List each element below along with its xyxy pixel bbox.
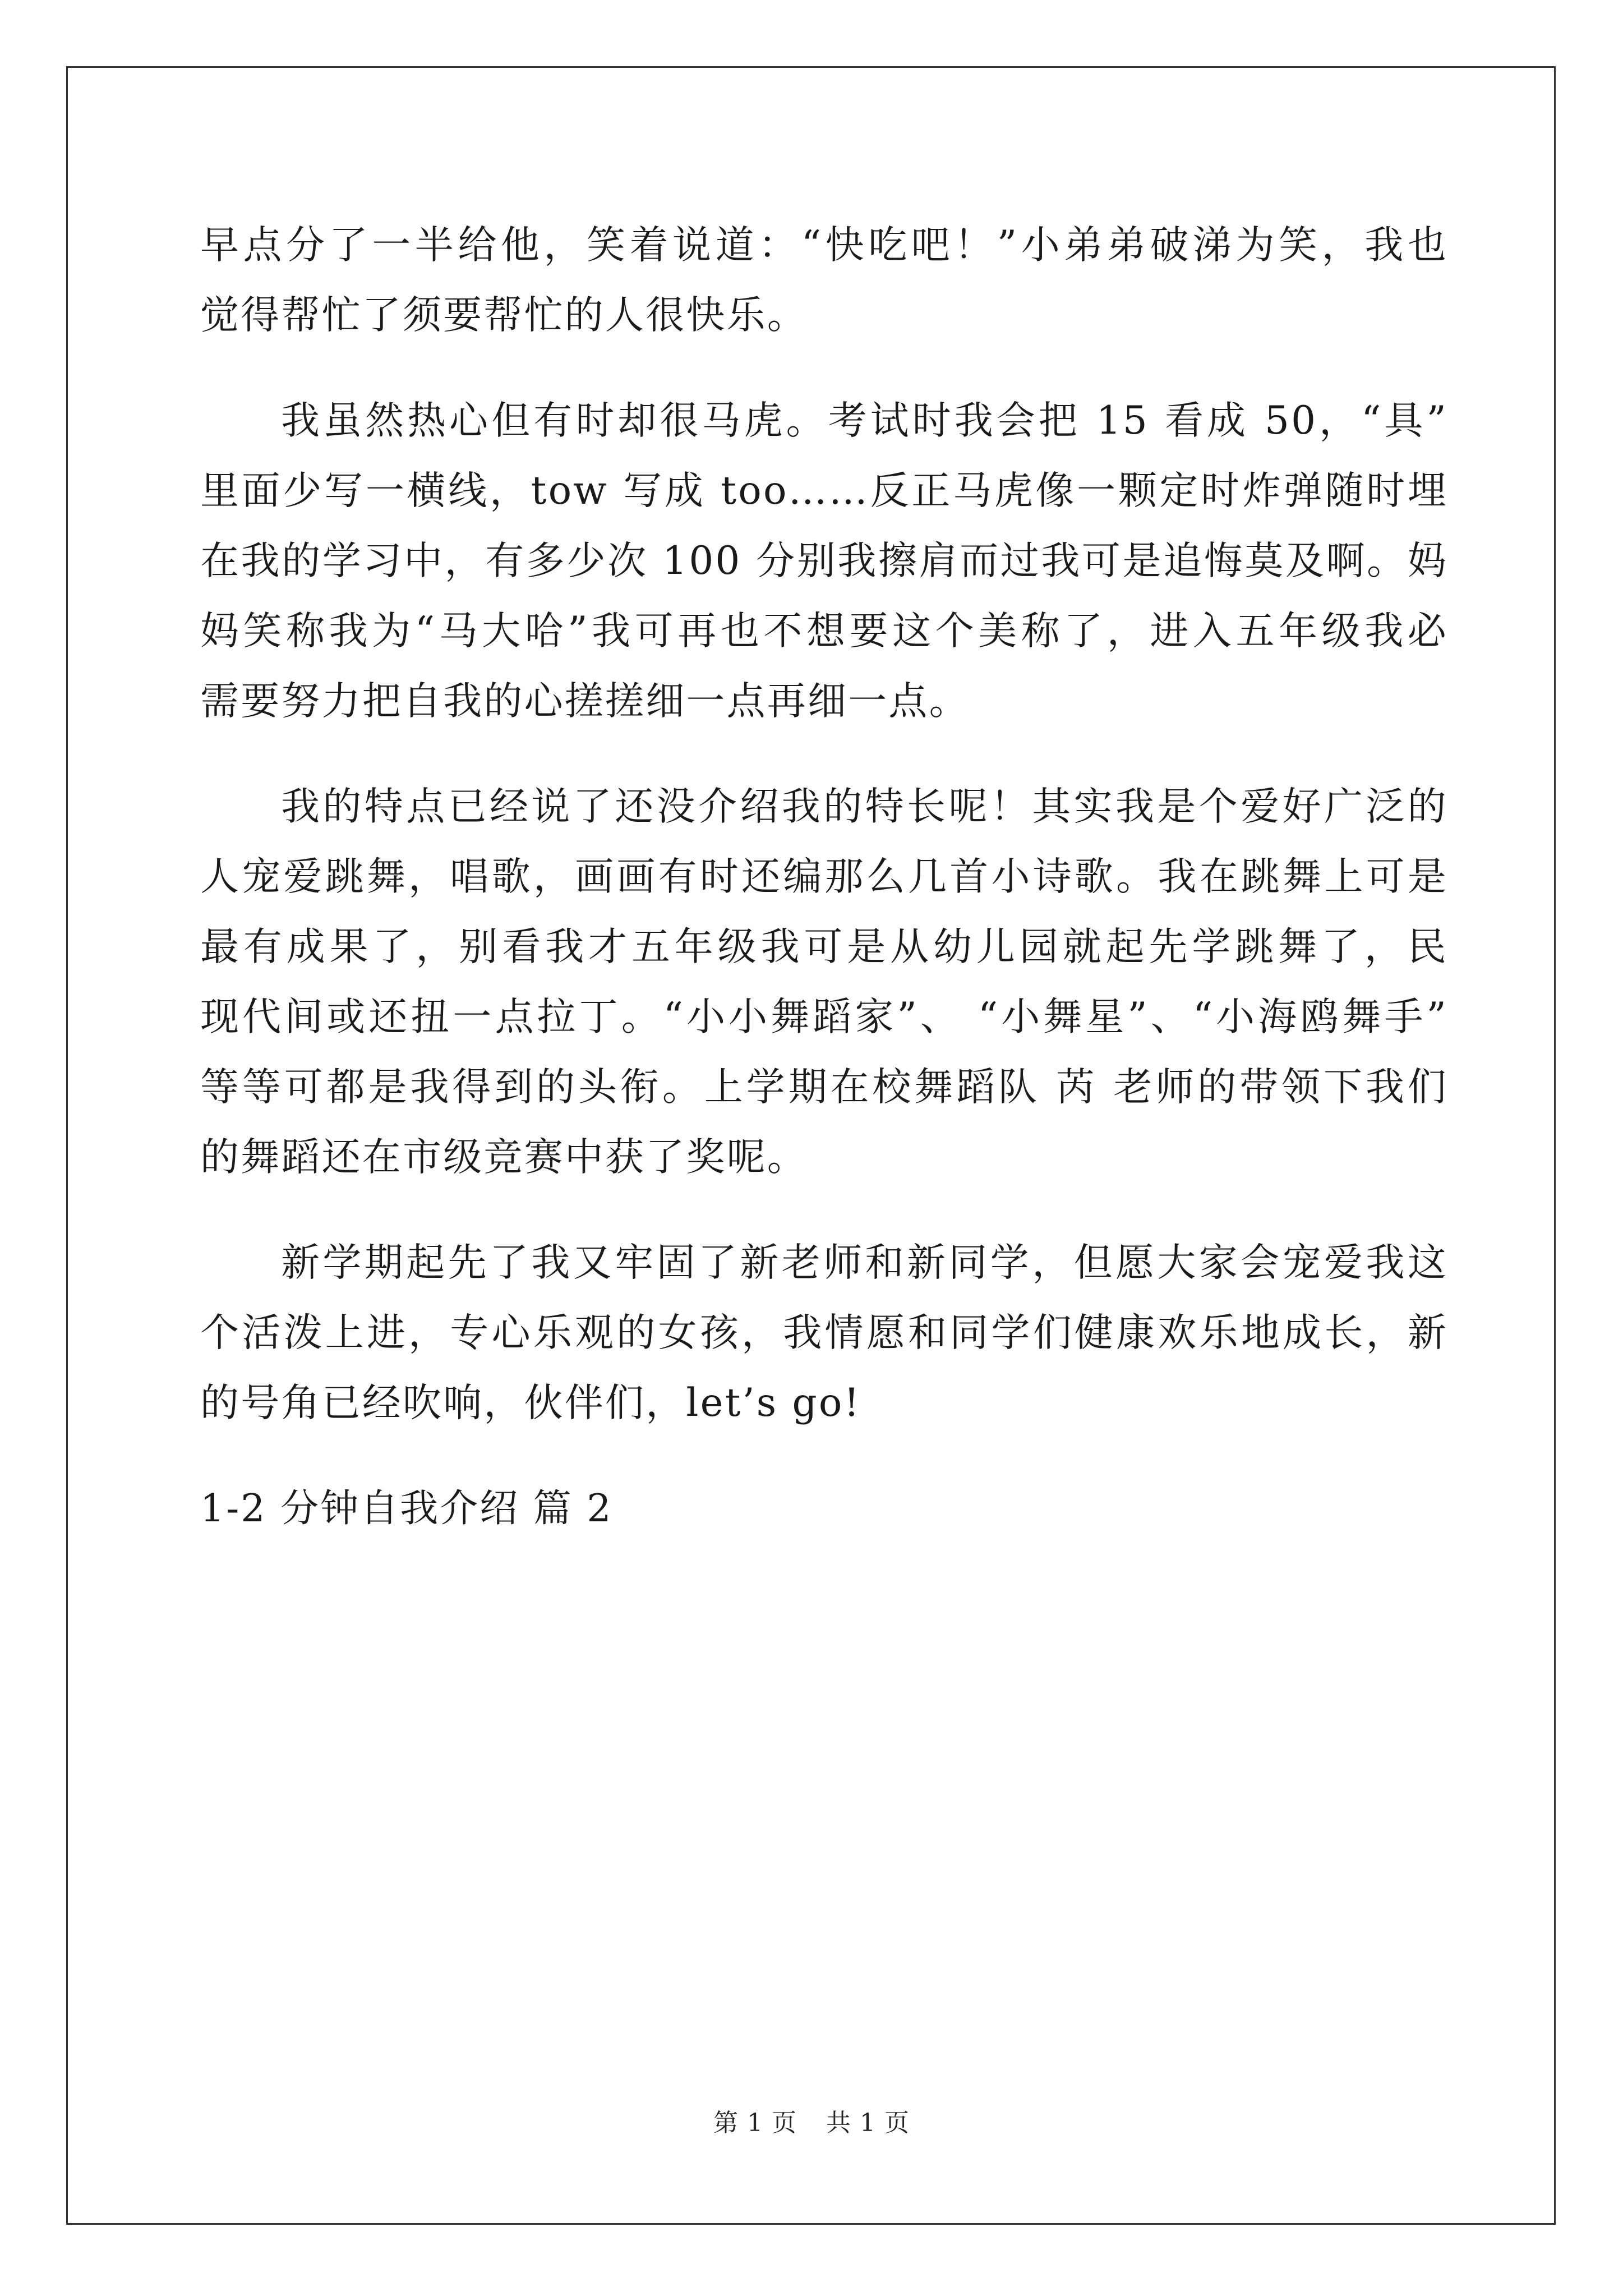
paragraph-2 <box>200 386 1448 737</box>
text-line: 最有成果了，别看我才五年级我可是从幼儿园就起先学跳舞了，民 <box>200 924 1448 969</box>
text-line: 现代间或还扭一点拉丁。“小小舞蹈家”、 “小舞星”、“小海鸥舞手” <box>200 995 1448 1039</box>
page-number-total: 共 1 页 <box>826 2109 910 2137</box>
paragraph-4 <box>200 1228 1448 1438</box>
document-body <box>200 210 1448 1544</box>
text-line: 我虽然热心但有时却很马虎。考试时我会把 15 看成 50，“具” <box>281 398 1448 443</box>
text-line: 等等可都是我得到的头衔。上学期在校舞蹈队 芮 老师的带领下我们 <box>200 1065 1448 1110</box>
text-line: 个活泼上进，专心乐观的女孩，我情愿和同学们健康欢乐地成长，新 <box>200 1310 1448 1355</box>
text-line: 的号角已经吹响，伙伴们，let’s go! <box>200 1381 861 1425</box>
text-line: 里面少写一横线，tow 写成 too……反正马虎像一颗定时炸弹随时埋 <box>200 468 1448 513</box>
text-line: 新学期起先了我又牢固了新老师和新同学，但愿大家会宠爱我这 <box>281 1240 1448 1285</box>
text-line: 需要努力把自我的心搓搓细一点再细一点。 <box>200 679 970 724</box>
page-number-current: 第 1 页 <box>713 2109 797 2137</box>
text-line: 早点分了一半给他，笑着说道：“快吃吧！”小弟弟破涕为笑，我也 <box>200 223 1448 268</box>
text-line: 妈笑称我为“马大哈”我可再也不想要这个美称了，进入五年级我必 <box>200 609 1448 654</box>
paragraph-3 <box>200 772 1448 1193</box>
text-line: 我的特点已经说了还没介绍我的特长呢！其实我是个爱好广泛的 <box>281 784 1448 829</box>
paragraph-1 <box>200 210 1448 351</box>
text-line: 的舞蹈还在市级竞赛中获了奖呢。 <box>200 1135 808 1180</box>
section-heading: 1-2 分钟自我介绍 篇 2 <box>200 1487 613 1531</box>
text-line: 觉得帮忙了须要帮忙的人很快乐。 <box>200 293 808 338</box>
text-line: 人宠爱跳舞，唱歌，画画有时还编那么几首小诗歌。我在跳舞上可是 <box>200 854 1448 899</box>
section-heading-block <box>200 1474 1448 1544</box>
page-footer <box>0 2102 1623 2138</box>
text-line: 在我的学习中，有多少次 100 分别我擦肩而过我可是追悔莫及啊。妈 <box>200 539 1448 583</box>
